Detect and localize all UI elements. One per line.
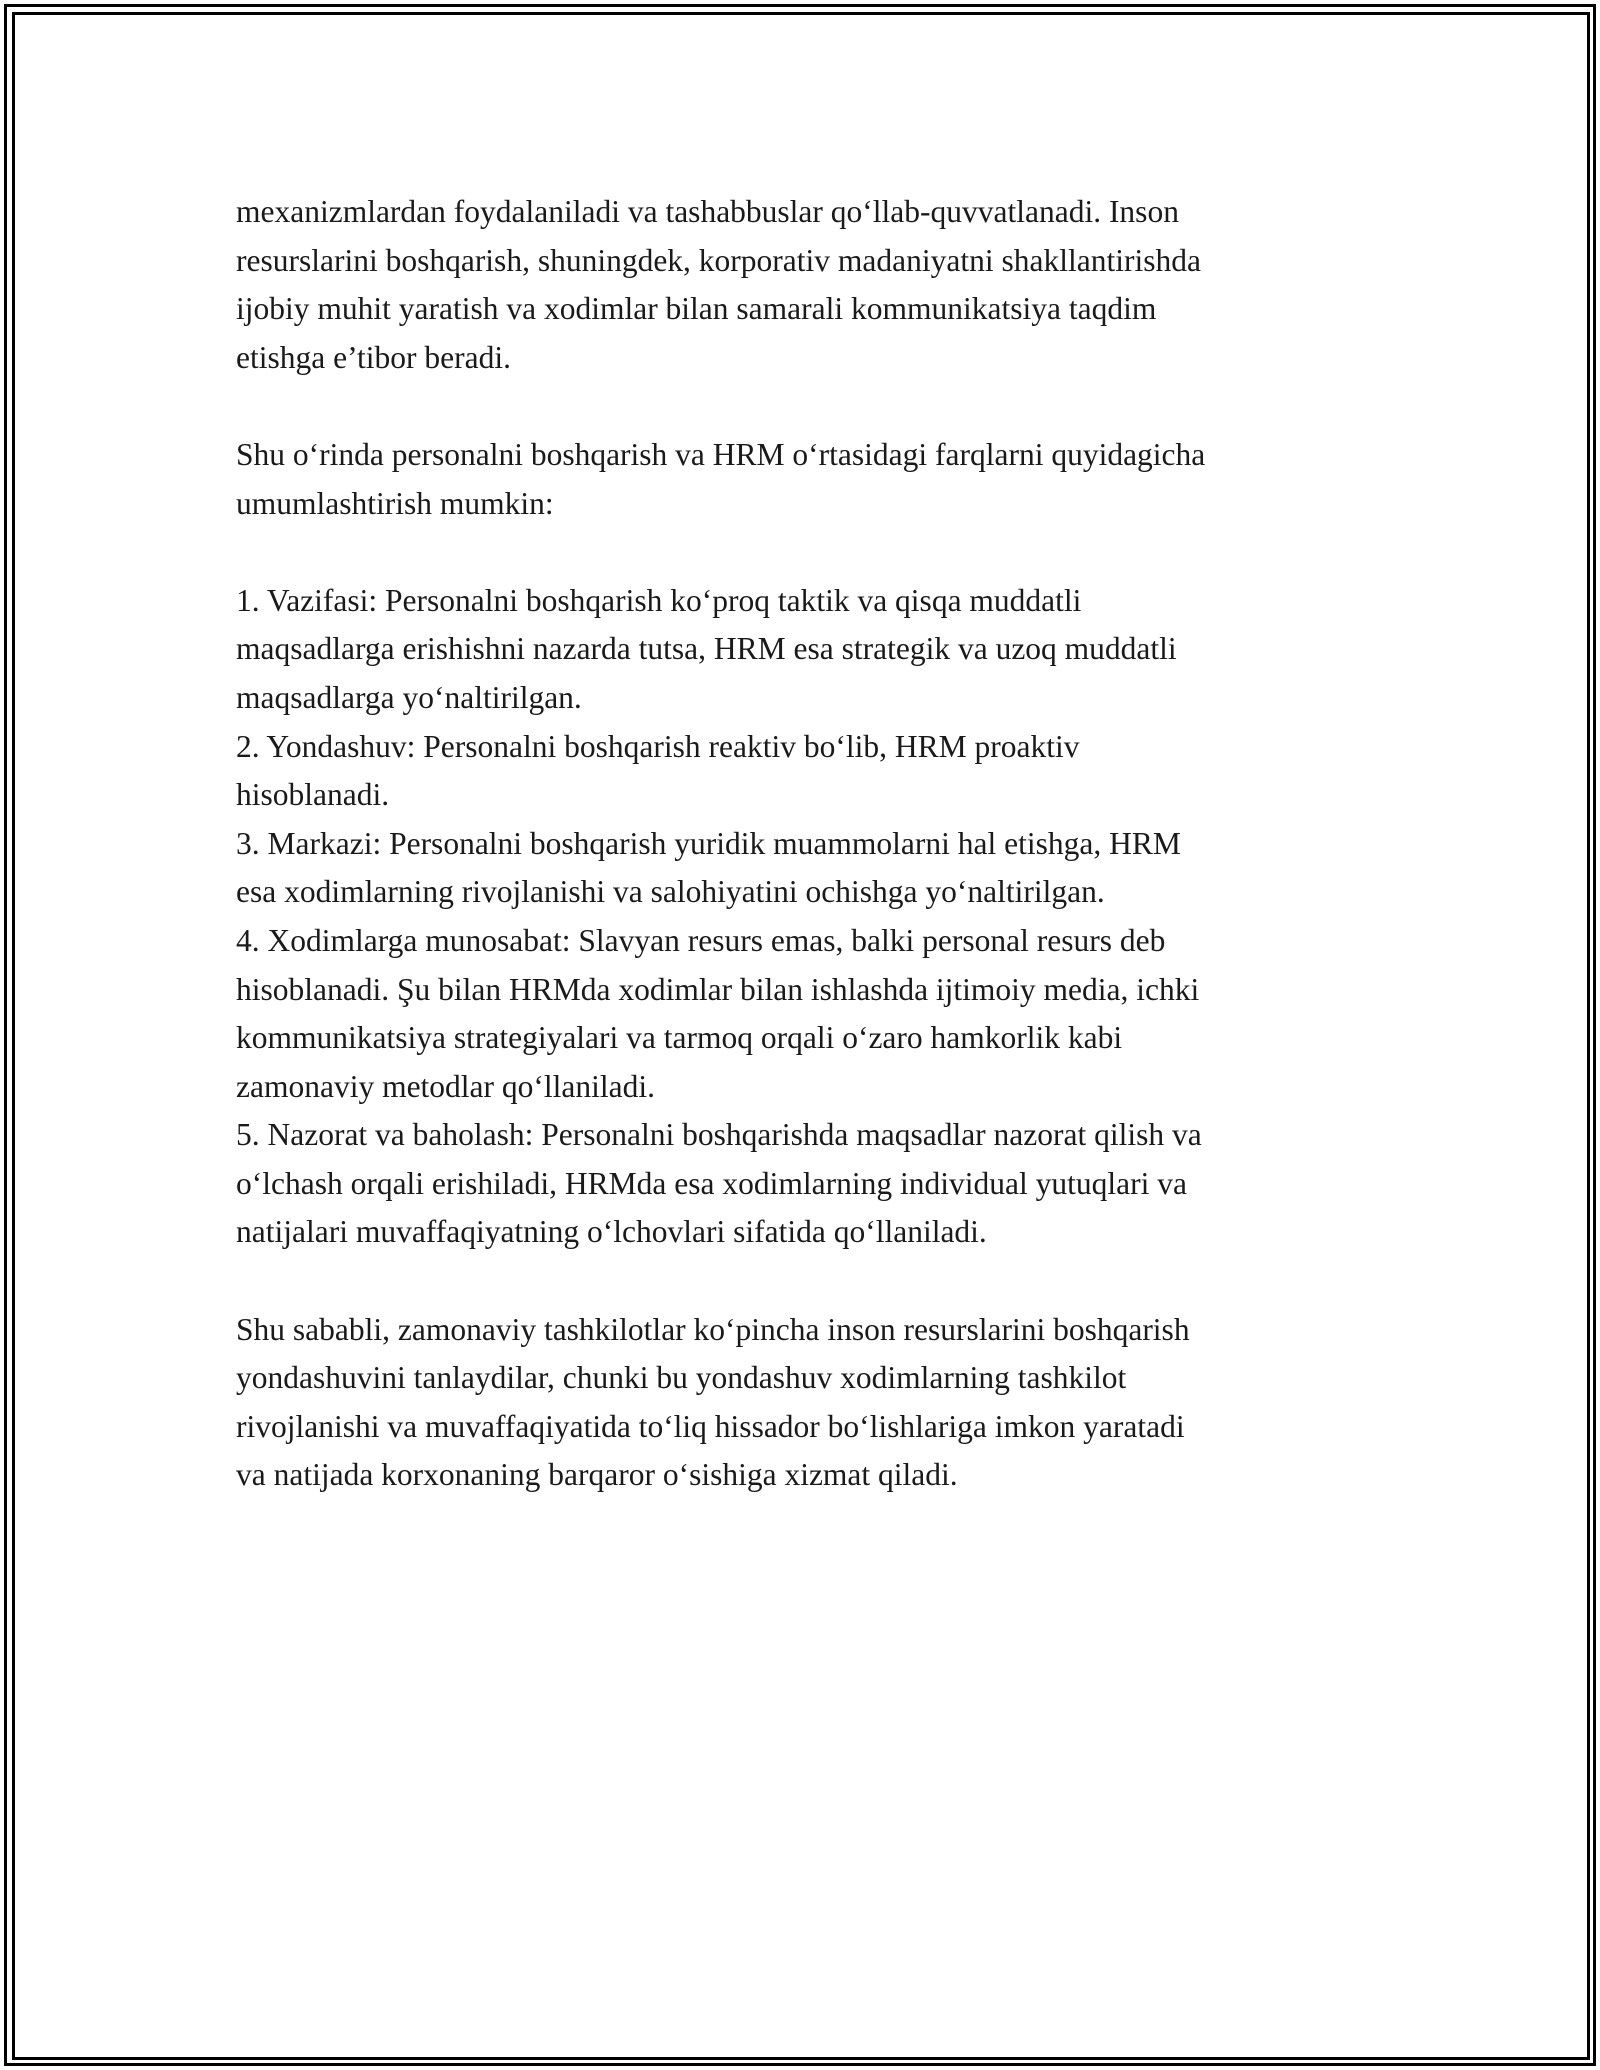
text-line: va natijada korxonaning barqaror o‘sishiga xizmat qiladi. (236, 1457, 958, 1493)
paragraph-differences-lead (236, 431, 1396, 528)
list-item-line: 2. Yondashuv: Personalni boshqarish reaktiv bo‘lib, HRM proaktiv (236, 728, 1080, 764)
text-line: umumlashtirish mumkin: (236, 485, 554, 521)
list-item-line: 3. Markazi: Personalni boshqarish yuridik muammolarni hal etishga, HRM (236, 825, 1181, 861)
paragraph-intro (236, 188, 1396, 382)
list-item-line: esa xodimlarning rivojlanishi va salohiyatini ochishga yo‘naltirilgan. (236, 874, 1105, 910)
paragraph-gap (236, 528, 1396, 577)
list-item-line: 5. Nazorat va baholash: Personalni boshqarishda maqsadlar nazorat qilish va (236, 1117, 1202, 1153)
list-item-line: o‘lchash orqali erishiladi, HRMda esa xodimlarning individual yutuqlari va (236, 1165, 1187, 1201)
list-item-line: hisoblanadi. (236, 777, 390, 813)
paragraph-gap (236, 382, 1396, 431)
paragraph-gap (236, 1257, 1396, 1306)
text-line: ijobiy muhit yaratish va xodimlar bilan samarali kommunikatsiya taqdim (236, 291, 1157, 327)
list-item-line: 1. Vazifasi: Personalni boshqarish ko‘proq taktik va qisqa muddatli (236, 582, 1082, 618)
list-item-line: maqsadlarga erishishni nazarda tutsa, HRM esa strategik va uzoq muddatli (236, 631, 1177, 667)
text-line: yondashuvini tanlaydilar, chunki bu yondashuv xodimlarning tashkilot (236, 1360, 1127, 1396)
list-item-line: maqsadlarga yo‘naltirilgan. (236, 679, 582, 715)
paragraph-conclusion (236, 1306, 1396, 1500)
list-item-line: natijalari muvaffaqiyatning o‘lchovlari sifatida qo‘llaniladi. (236, 1214, 987, 1250)
text-line: Shu sababli, zamonaviy tashkilotlar ko‘pincha inson resurslarini boshqarish (236, 1311, 1190, 1347)
text-line: resurslarini boshqarish, shuningdek, korporativ madaniyatni shakllantirishda (236, 242, 1201, 278)
list-item-line: hisoblanadi. Şu bilan HRMda xodimlar bilan ishlashda ijtimoiy media, ichki (236, 971, 1200, 1007)
document-body (236, 188, 1396, 1500)
list-item-line: 4. Xodimlarga munosabat: Slavyan resurs emas, balki personal resurs deb (236, 922, 1166, 958)
text-line: etishga e’tibor beradi. (236, 339, 511, 375)
list-item-line: zamonaviy metodlar qo‘llaniladi. (236, 1068, 655, 1104)
text-line: mexanizmlardan foydalaniladi va tashabbuslar qo‘llab-quvvatlanadi. Inson (236, 194, 1179, 229)
numbered-list (236, 577, 1396, 1257)
text-line: rivojlanishi va muvaffaqiyatida to‘liq hissador bo‘lishlariga imkon yaratadi (236, 1408, 1185, 1444)
text-line: Shu o‘rinda personalni boshqarish va HRM o‘rtasidagi farqlarni quyidagicha (236, 436, 1206, 472)
list-item-line: kommunikatsiya strategiyalari va tarmoq orqali o‘zaro hamkorlik kabi (236, 1020, 1123, 1056)
